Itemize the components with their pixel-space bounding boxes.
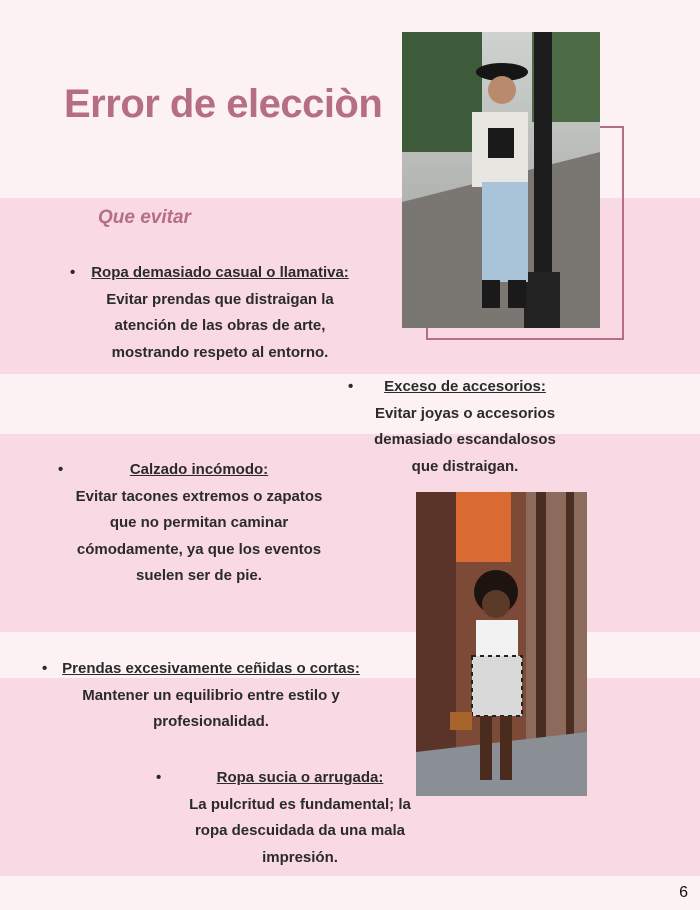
photo-woman-gingham-skirt bbox=[416, 492, 587, 796]
page-title: Error de elecciòn bbox=[64, 82, 383, 126]
item-body: Evitar joyas o accesorios demasiado escandalosos que distraigan. bbox=[374, 404, 556, 475]
item-heading: Ropa demasiado casual o llamativa: bbox=[91, 264, 349, 281]
bullet: • bbox=[70, 264, 76, 281]
list-item bbox=[70, 260, 360, 366]
list-item bbox=[58, 457, 330, 590]
list-item bbox=[156, 765, 420, 871]
bullet: • bbox=[58, 461, 64, 478]
item-body: Evitar tacones extremos o zapatos que no permitan caminar cómodamente, ya que los eventos suelen ser de pie. bbox=[75, 487, 323, 584]
page-number: 6 bbox=[679, 884, 688, 901]
list-item bbox=[42, 656, 366, 736]
item-heading: Exceso de accesorios: bbox=[384, 378, 546, 395]
bullet: • bbox=[348, 378, 354, 395]
bullet: • bbox=[156, 769, 162, 786]
item-heading: Ropa sucia o arrugada: bbox=[216, 769, 384, 786]
item-body: La pulcritud es fundamental; la ropa descuidada da una mala impresión. bbox=[189, 795, 411, 866]
photo-woman-street-lamp bbox=[402, 32, 600, 328]
item-body: Mantener un equilibrio entre estilo y profesionalidad. bbox=[82, 686, 340, 730]
item-heading: Calzado incómodo: bbox=[129, 461, 269, 478]
bullet: • bbox=[42, 660, 48, 677]
section-subtitle: Que evitar bbox=[98, 207, 191, 228]
item-heading: Prendas excesivamente ceñidas o cortas: bbox=[62, 660, 360, 677]
list-item bbox=[348, 374, 570, 480]
item-body: Evitar prendas que distraigan la atención de las obras de arte, mostrando respeto al entorno. bbox=[106, 290, 334, 361]
